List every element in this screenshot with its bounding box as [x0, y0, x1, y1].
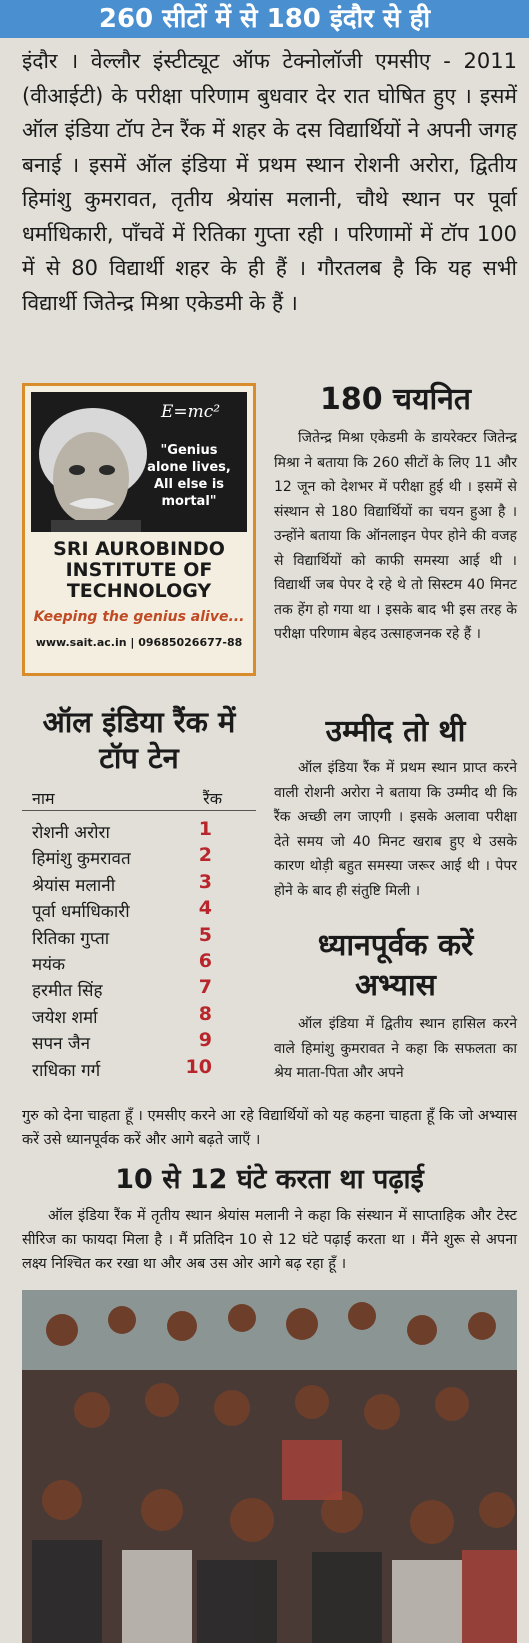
lead-paragraph: इंदौर । वेल्लौर इंस्टीट्यूट ऑफ टेक्नोलॉजी एमसीए - 2011 (वीआईटी) के परीक्षा परिणाम बुधवार देर रात घोषित हुए । इसमें ऑल इंडिया टॉप टेन रैंक में शहर के दस विद्यार्थियों ने अपनी जगह बनाई । इसमें ऑल इंडिया में प्रथम स्थान रोशनी अरोरा, द्वितीय हिमांशु कुमरावत, तृतीय श्रेयांस मलानी, चौथे स्थान पर पूर्वा धर्माधिकारी, पाँचवें में रितिका गुप्ता रही । परिणामों में टॉप 100 में से 80 विद्यार्थी शहर के ही हैं । गौरतलब है कि यह सभी विद्यार्थी जितेन्द्र मिश्रा एकेडमी के हैं ।	[22, 49, 517, 315]
table-row	[22, 871, 256, 897]
col-name-header: नाम	[32, 789, 55, 808]
section-body-selected: जितेन्द्र मिश्रा एकेडमी के डायरेक्टर जितेन्द्र मिश्रा ने बताया कि 260 सीटों के लिए 11 और 12 जून को देशभर में परीक्षा हुई थी । इसमें से संस्थान से 180 विद्यार्थियों का चयन हुआ है । उन्होंने बताया कि ऑनलाइन पेपर होने की वजह से विद्यार्थियों को काफी समस्या आई थी । विद्यार्थी जब पेपर दे रहे थे तो सिस्टम 40 मिनट तक हेंग हो गया था । इसके बाद भी इस तरह के परीक्षा परिणाम बेहद उत्साहजनक रहे हैं ।	[274, 430, 517, 642]
group-photo-illustration	[22, 1290, 517, 1643]
table-row	[22, 924, 256, 950]
rank-student-name: हरमीत सिंह	[32, 981, 103, 1002]
section-body-expected: ऑल इंडिया रैंक में प्रथम स्थान प्राप्त करने वाली रोशनी अरोरा ने बताया कि उम्मीद थी कि रैंक अच्छी लग जाएगी । इसके अलावा परीक्षा देते समय जो 40 मिनट खराब हुए थे उसके कारण थोड़ी बहुत समस्या जरूर आई थी । पेपर होने के बाद ही संतुष्टि मिली ।	[274, 760, 517, 899]
section-title-practice: ध्यानपूर्वक करें अभ्यास	[317, 928, 474, 1003]
rank-student-name: रोशनी अरोरा	[32, 823, 110, 843]
ad-portrait-image	[31, 392, 247, 532]
ad-formula: E=mc²	[161, 402, 221, 422]
rank-number: 1	[198, 818, 212, 840]
table-row	[22, 1056, 256, 1082]
rank-student-name: मयंक	[32, 954, 66, 975]
rank-table-title: ऑल इंडिया रैंक में टॉप टेन	[42, 705, 236, 775]
rank-number: 8	[198, 1002, 212, 1025]
rank-number: 5	[198, 923, 212, 946]
col-rank-header: रैंक	[203, 789, 222, 808]
rank-student-name: हिमांशु कुमरावत	[32, 849, 131, 870]
table-row	[22, 844, 256, 870]
section-practice	[274, 926, 517, 1086]
section-title-selected: 180 चयनित	[319, 382, 472, 417]
section-title-expected: उम्मीद तो थी	[325, 714, 466, 749]
table-row	[22, 897, 256, 923]
rank-number: 9	[198, 1029, 212, 1052]
ad-institute-name: SRI AUROBINDO INSTITUTE OF TECHNOLOGY	[53, 538, 225, 602]
table-row	[22, 818, 256, 844]
headline: 260 सीटों में से 180 इंदौर से ही	[0, 0, 529, 38]
section-body-study: ऑल इंडिया रैंक में तृतीय स्थान श्रेयांस मलानी ने कहा कि संस्थान में साप्ताहिक और टेस्ट सीरिज का फायदा मिला है । मैं प्रतिदिन 10 से 12 घंटे पढ़ाई करता था । मैंने शुरू से अपना लक्ष्य निश्चित कर रखा था और अब उस ओर आगे बढ़ रहा हूँ ।	[22, 1208, 517, 1272]
students-group-photo	[22, 1290, 517, 1643]
rank-number: 7	[198, 976, 212, 999]
rank-student-name: पूर्वा धर्माधिकारी	[32, 902, 130, 923]
rank-table-header	[22, 784, 256, 811]
ad-quote: "Genius alone lives, All else is mortal"	[147, 443, 231, 509]
rank-number: 2	[198, 844, 212, 867]
section-selected	[274, 380, 517, 647]
table-row	[22, 950, 256, 976]
table-row	[22, 976, 256, 1002]
rank-number: 6	[198, 949, 212, 972]
section-expected	[274, 712, 517, 903]
section-body-practice: ऑल इंडिया में द्वितीय स्थान हासिल करने वाले हिमांशु कुमरावत ने कहा कि सफलता का श्रेय माता-पिता और अपने	[274, 1016, 517, 1081]
rank-student-name: रितिका गुप्ता	[32, 928, 110, 949]
rank-number: 4	[198, 897, 212, 920]
rank-table	[22, 818, 256, 1082]
advertisement	[22, 383, 256, 676]
rank-number: 3	[198, 870, 212, 893]
table-row	[22, 1003, 256, 1029]
section-title-study: 10 से 12 घंटे करता था पढ़ाई	[115, 1164, 424, 1195]
table-row	[22, 1029, 256, 1055]
rank-student-name: सपन जैन	[32, 1034, 91, 1055]
ad-contact: www.sait.ac.in | 09685026677-88	[35, 636, 243, 649]
section-body-practice-cont: गुरु को देना चाहता हूँ । एमसीए करने आ रहे विद्यार्थियों को यह कहना चाहता हूँ कि जो अभ्यास करें उसे ध्यानपूर्वक करें और आगे बढ़ते जाएँ ।	[22, 1108, 517, 1148]
rank-student-name: राधिका गर्ग	[32, 1060, 101, 1081]
rank-number: 10	[185, 1055, 212, 1078]
rank-student-name: श्रेयांस मलानी	[32, 875, 116, 896]
rank-student-name: जयेश शर्मा	[32, 1007, 98, 1028]
ad-tagline: Keeping the genius alive...	[33, 609, 245, 625]
